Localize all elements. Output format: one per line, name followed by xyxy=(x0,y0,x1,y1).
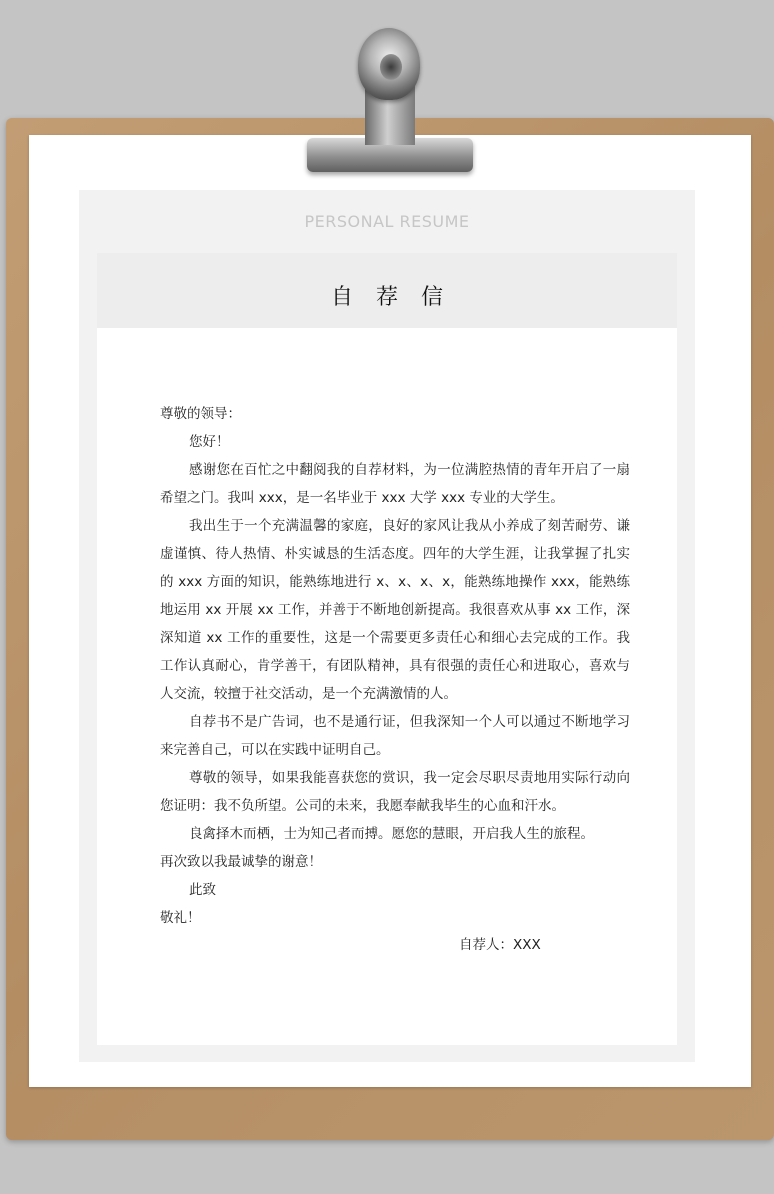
greeting: 您好！ xyxy=(189,434,230,450)
paragraph: 尊敬的领导，如果我能喜获您的赏识，我一定会尽职尽责地用实际行动向您证明：我不负所望。公司的未来，我愿奉献我毕生的心血和汗水。 xyxy=(160,770,630,814)
clip-hole xyxy=(380,54,402,80)
resume-subtitle: PERSONAL RESUME xyxy=(304,212,470,231)
paragraph: 我出生于一个充满温馨的家庭，良好的家风让我从小养成了刻苦耐劳、谦虚谨慎、待人热情、朴实诚恳的生活态度。四年的大学生涯，让我掌握了扎实的 xxx 方面的知识，能熟练地进行 x、x、x、x，能熟练地操作 xxx，能熟练地运用 xx 开展 xx 工作，并善于不断地创新提高。我很喜欢从事 xx 工作，深深知道 xx 工作的重要性，这是一个需要更多责任心和细心去完成的工作。我工作认真耐心，肯学善干，有团队精神，具有很强的责任心和进取心，喜欢与人交流，较擅于社交活动，是一个充满激情的人。 xyxy=(160,518,630,702)
signature: 自荐人：XXX xyxy=(459,937,541,953)
closing-line: 此致 xyxy=(189,882,216,898)
salutation: 尊敬的领导： xyxy=(160,406,241,422)
paragraph: 良禽择木而栖，士为知己者而搏。愿您的慧眼，开启我人生的旅程。 xyxy=(189,826,594,842)
letter-body xyxy=(160,400,630,932)
closing-line: 敬礼！ xyxy=(160,910,201,926)
page-title: 自 荐 信 xyxy=(331,285,451,310)
thanks-line: 再次致以我最诚挚的谢意！ xyxy=(160,854,322,870)
paragraph: 感谢您在百忙之中翻阅我的自荐材料，为一位满腔热情的青年开启了一扇希望之门。我叫 xxx，是一名毕业于 xxx 大学 xxx 专业的大学生。 xyxy=(160,462,630,506)
paragraph: 自荐书不是广告词，也不是通行证，但我深知一个人可以通过不断地学习来完善自己，可以在实践中证明自己。 xyxy=(160,714,630,758)
